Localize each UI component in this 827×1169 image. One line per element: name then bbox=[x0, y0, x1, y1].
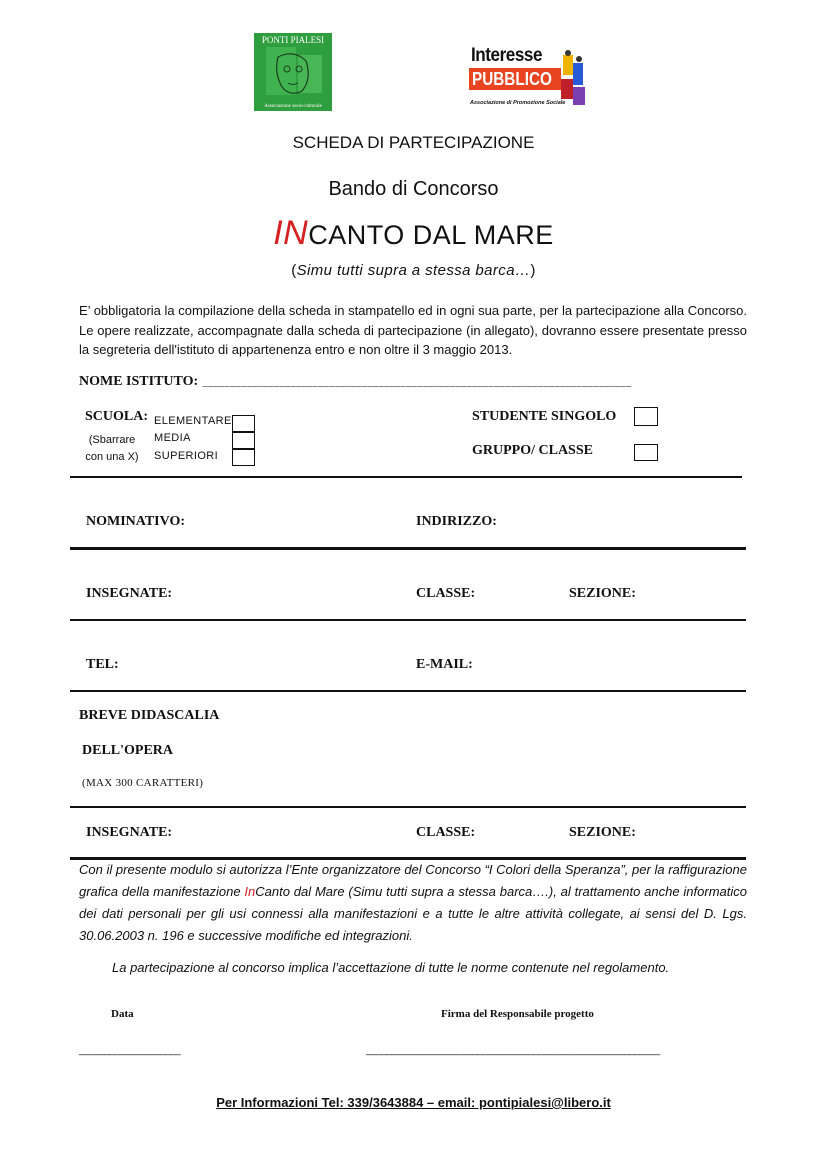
interesse-pubblico-logo-word1: Interesse bbox=[471, 45, 543, 66]
school-hint: (Sbarrare con una X) bbox=[85, 434, 139, 463]
form-title: SCHEDA DI PARTECIPAZIONE bbox=[292, 133, 535, 152]
institute-line[interactable]: ______________________________________________________________________________ bbox=[202, 377, 632, 388]
motto-text: Simu tutti supra a stessa barca… bbox=[296, 262, 531, 279]
interesse-pubblico-logo-word2-text: PUBBLICO bbox=[472, 69, 552, 89]
motto-close: ) bbox=[530, 262, 536, 279]
consent-text-1: Con il presente modulo si autorizza l’Ente organizzatore del Concorso “I Colori della Speranza”, per la raffigurazione grafica della manifestazione bbox=[79, 862, 747, 899]
ponti-pialesi-logo-tagline: Associazione socio-culturale bbox=[264, 104, 322, 109]
contest-name-rest: CANTO DAL MARE bbox=[308, 220, 554, 250]
acceptance-note: La partecipazione al concorso implica l’accettazione di tutte le norme contenute nel regolamento. bbox=[112, 960, 670, 975]
sezione-label: SEZIONE: bbox=[569, 586, 636, 601]
motto-open: ( bbox=[291, 262, 297, 279]
checkbox-single-student[interactable] bbox=[634, 407, 658, 426]
divider bbox=[70, 690, 746, 692]
signature-line[interactable]: __________________________________________________________ bbox=[366, 1045, 660, 1056]
divider bbox=[70, 476, 742, 478]
divider bbox=[70, 547, 746, 550]
didascalia-label-1: BREVE DIDASCALIA bbox=[79, 708, 220, 723]
checkbox-elementare[interactable] bbox=[232, 415, 255, 432]
contest-name bbox=[0, 214, 827, 253]
interesse-pubblico-logo-tagline: Associazione di Promozione Sociale bbox=[470, 100, 566, 106]
school-option-superiori: SUPERIORI bbox=[154, 450, 219, 462]
tel-label: TEL: bbox=[86, 657, 119, 672]
date-label: Data bbox=[111, 1008, 134, 1020]
ponti-pialesi-logo bbox=[254, 33, 332, 111]
checkbox-superiori[interactable] bbox=[232, 449, 255, 466]
checkbox-group-class[interactable] bbox=[634, 444, 658, 461]
contest-name-prefix: IN bbox=[273, 214, 309, 252]
email-label: E-MAIL: bbox=[416, 657, 473, 672]
contact-info: Per Informazioni Tel: 339/3643884 – email: pontipialesi@libero.it bbox=[216, 1095, 611, 1110]
signature-label: Firma del Responsabile progetto bbox=[441, 1008, 594, 1020]
contest-subtitle: Bando di Concorso bbox=[328, 178, 499, 200]
consent-text-in: In bbox=[244, 884, 256, 899]
school-option-elementare: ELEMENTARE bbox=[154, 415, 232, 427]
checkbox-media[interactable] bbox=[232, 432, 255, 449]
classe-label-2: CLASSE: bbox=[416, 825, 476, 840]
interesse-pubblico-logo-word2 bbox=[469, 68, 561, 90]
insegnate-label: INSEGNATE: bbox=[86, 586, 173, 601]
single-student-label: STUDENTE SINGOLO bbox=[472, 409, 617, 424]
classe-label: CLASSE: bbox=[416, 586, 476, 601]
divider bbox=[70, 619, 746, 621]
indirizzo-label: INDIRIZZO: bbox=[416, 514, 497, 529]
institute-row bbox=[79, 372, 632, 390]
intro-paragraph: E’ obbligatoria la compilazione della scheda in stampatello ed in ogni sua parte, per la partecipazione alla Concorso. Le opere realizzate, accompagnate dalla scheda di partecipazione (in allegato), dovranno essere presentate presso la segreteria dell'istituto di appartenenza entro e non oltre il 3 maggio 2013. bbox=[79, 303, 747, 357]
divider bbox=[70, 806, 746, 808]
date-line[interactable]: ____________________ bbox=[79, 1045, 181, 1056]
school-label: SCUOLA: bbox=[85, 409, 149, 424]
school-option-media: MEDIA bbox=[154, 432, 191, 444]
didascalia-label-2: DELL'OPERA bbox=[82, 743, 174, 758]
ponti-pialesi-logo-name: PONTI PIALESI bbox=[261, 35, 325, 45]
contest-motto bbox=[0, 262, 827, 279]
face-sketch-icon bbox=[254, 33, 332, 111]
group-class-label: GRUPPO/ CLASSE bbox=[472, 443, 593, 458]
nominativo-label: NOMINATIVO: bbox=[86, 514, 186, 529]
insegnate-label-2: INSEGNATE: bbox=[86, 825, 173, 840]
sezione-label-2: SEZIONE: bbox=[569, 825, 636, 840]
consent-paragraph bbox=[79, 859, 747, 947]
didascalia-max-chars: (MAX 300 CARATTERI) bbox=[82, 777, 204, 789]
institute-label: NOME ISTITUTO: bbox=[79, 374, 199, 389]
interesse-pubblico-logo bbox=[469, 45, 589, 111]
consent-text-2: Canto dal Mare (Simu tutti supra a stessa barca….), al trattamento anche informatico dei dati personali per gli usi connessi alla manifestazioni e a tutte le altre attività collegate, ai sensi del D. Lgs. 30.06.2003 n. 196 e successive modifiche ed integrazioni. bbox=[79, 884, 747, 943]
